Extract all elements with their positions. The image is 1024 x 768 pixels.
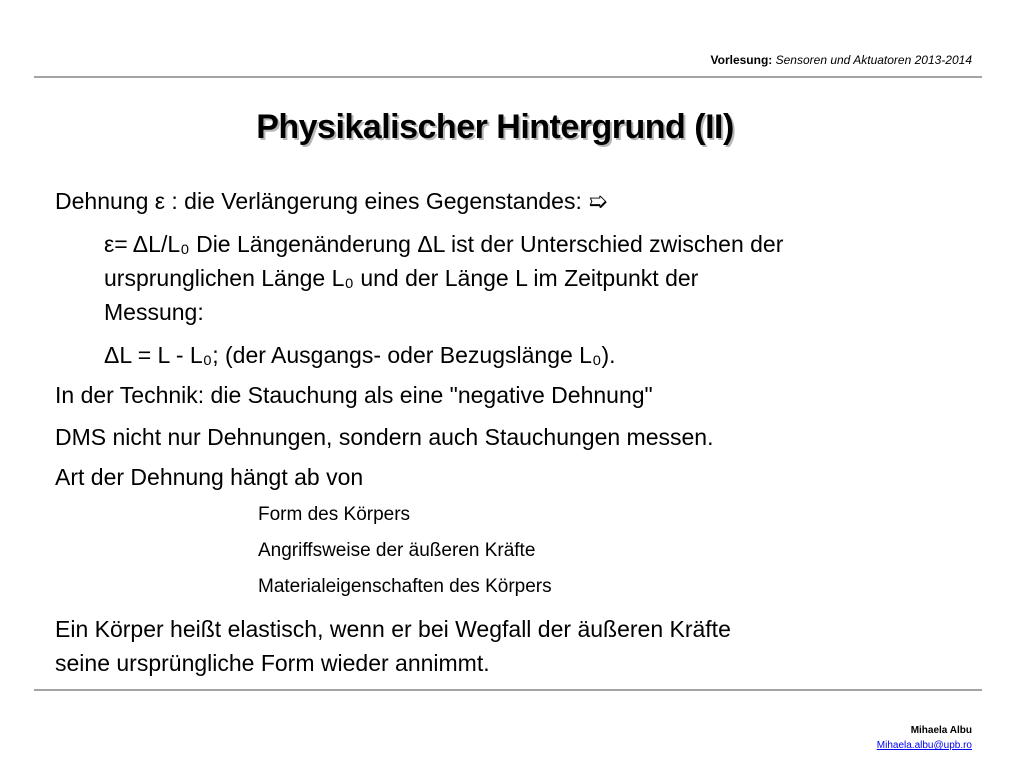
course-name: Sensoren und Aktuatoren 2013-2014 — [775, 53, 972, 67]
paragraph-formula-line-1: ε= ΔL/L₀ Die Längenänderung ΔL ist der Unterschied zwischen der — [104, 231, 784, 257]
author-email-link[interactable]: Mihaela.albu@upb.ro — [876, 740, 972, 751]
paragraph-technik: In der Technik: die Stauchung als eine "negative Dehnung" — [55, 382, 653, 408]
paragraph-dehnung — [55, 184, 608, 218]
paragraph-elastisch-line-1: Ein Körper heißt elastisch, wenn er bei Wegfall der äußeren Kräfte — [55, 616, 731, 642]
lecture-label: Vorlesung: — [710, 53, 773, 67]
paragraph-dehnung-text: Dehnung ε : die Verlängerung eines Gegenstandes: ➯ — [55, 188, 608, 214]
slide-title: Physikalischer Hintergrund (II) — [256, 108, 734, 146]
slide-footer — [877, 723, 972, 753]
list-item: Form des Körpers — [258, 504, 411, 525]
paragraph-dms: DMS nicht nur Dehnungen, sondern auch Stauchungen messen. — [55, 424, 714, 450]
author-name: Mihaela Albu — [910, 725, 972, 736]
list-item: Angriffsweise der äußeren Kräfte — [258, 540, 536, 561]
list-item: Materialeigenschaften des Körpers — [258, 576, 552, 597]
paragraph-elastisch-line-2: seine ursprüngliche Form wieder annimmt. — [55, 650, 490, 676]
paragraph-formula-line-2: ursprunglichen Länge L₀ und der Länge L im Zeitpunkt der — [104, 265, 699, 291]
footer-divider — [34, 689, 982, 691]
paragraph-delta-l: ΔL = L - L₀; (der Ausgangs- oder Bezugslänge L₀). — [104, 342, 616, 368]
paragraph-art-der-dehnung: Art der Dehnung hängt ab von — [55, 464, 364, 490]
paragraph-formula-line-3: Messung: — [104, 299, 204, 325]
